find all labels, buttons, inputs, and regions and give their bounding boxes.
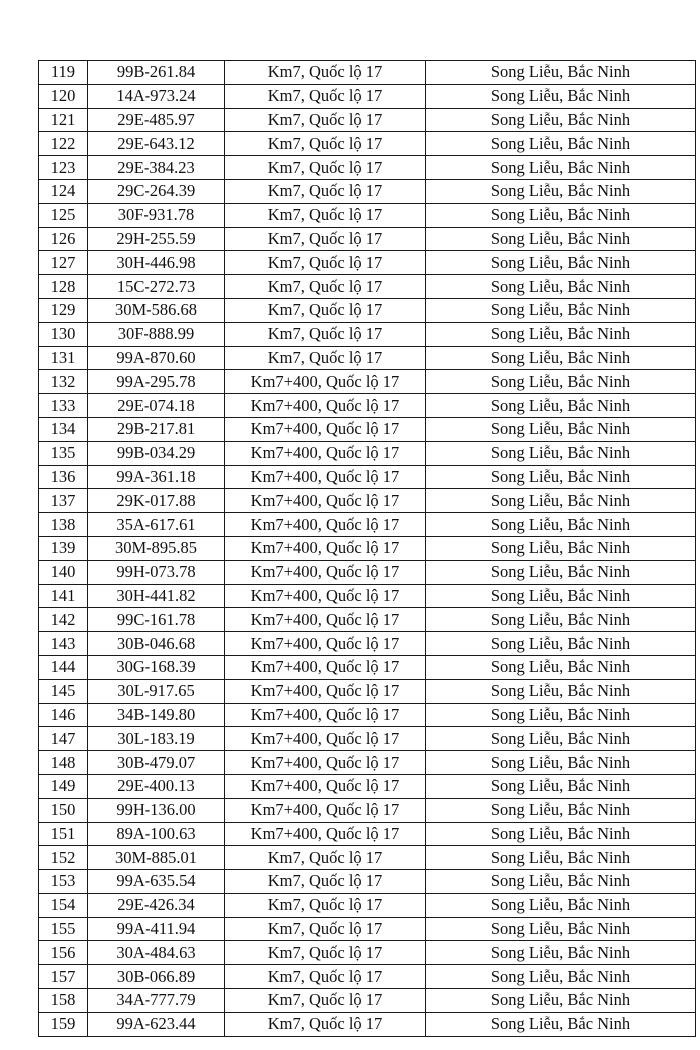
license-plate-cell: 29K-017.88: [88, 489, 225, 513]
license-plate-cell: 30M-895.85: [88, 536, 225, 560]
license-plate-cell: 99B-034.29: [88, 441, 225, 465]
area-cell: Song Liễu, Bắc Ninh: [426, 965, 696, 989]
location-cell: Km7+400, Quốc lộ 17: [225, 727, 426, 751]
area-cell: Song Liễu, Bắc Ninh: [426, 346, 696, 370]
row-number-cell: 155: [39, 917, 88, 941]
row-number-cell: 148: [39, 751, 88, 775]
table-row: [39, 560, 696, 584]
license-plate-cell: 30L-917.65: [88, 679, 225, 703]
area-cell: Song Liễu, Bắc Ninh: [426, 251, 696, 275]
area-cell: Song Liễu, Bắc Ninh: [426, 774, 696, 798]
table-row: [39, 156, 696, 180]
table-row: [39, 346, 696, 370]
location-cell: Km7+400, Quốc lộ 17: [225, 513, 426, 537]
location-cell: Km7, Quốc lộ 17: [225, 893, 426, 917]
license-plate-cell: 15C-272.73: [88, 275, 225, 299]
row-number-cell: 126: [39, 227, 88, 251]
row-number-cell: 141: [39, 584, 88, 608]
row-number-cell: 122: [39, 132, 88, 156]
table-row: [39, 893, 696, 917]
table-row: [39, 227, 696, 251]
table-row: [39, 703, 696, 727]
row-number-cell: 125: [39, 203, 88, 227]
table-row: [39, 298, 696, 322]
table-row: [39, 394, 696, 418]
table-row: [39, 465, 696, 489]
location-cell: Km7+400, Quốc lộ 17: [225, 536, 426, 560]
table-row: [39, 965, 696, 989]
location-cell: Km7, Quốc lộ 17: [225, 870, 426, 894]
row-number-cell: 147: [39, 727, 88, 751]
table-row: [39, 870, 696, 894]
table-row: [39, 655, 696, 679]
license-plate-cell: 30B-046.68: [88, 632, 225, 656]
row-number-cell: 135: [39, 441, 88, 465]
location-cell: Km7+400, Quốc lộ 17: [225, 441, 426, 465]
location-cell: Km7+400, Quốc lộ 17: [225, 822, 426, 846]
location-cell: Km7+400, Quốc lộ 17: [225, 394, 426, 418]
row-number-cell: 145: [39, 679, 88, 703]
license-plate-cell: 30M-586.68: [88, 298, 225, 322]
location-cell: Km7, Quốc lộ 17: [225, 84, 426, 108]
license-plate-cell: 30G-168.39: [88, 655, 225, 679]
table-row: [39, 917, 696, 941]
violations-table: [38, 60, 696, 1037]
area-cell: Song Liễu, Bắc Ninh: [426, 61, 696, 85]
location-cell: Km7, Quốc lộ 17: [225, 132, 426, 156]
area-cell: Song Liễu, Bắc Ninh: [426, 156, 696, 180]
row-number-cell: 129: [39, 298, 88, 322]
license-plate-cell: 99A-635.54: [88, 870, 225, 894]
row-number-cell: 159: [39, 1012, 88, 1036]
area-cell: Song Liễu, Bắc Ninh: [426, 536, 696, 560]
license-plate-cell: 29C-264.39: [88, 179, 225, 203]
table-row: [39, 941, 696, 965]
location-cell: Km7, Quốc lộ 17: [225, 61, 426, 85]
row-number-cell: 131: [39, 346, 88, 370]
location-cell: Km7+400, Quốc lộ 17: [225, 774, 426, 798]
location-cell: Km7, Quốc lộ 17: [225, 346, 426, 370]
row-number-cell: 157: [39, 965, 88, 989]
location-cell: Km7, Quốc lộ 17: [225, 156, 426, 180]
row-number-cell: 137: [39, 489, 88, 513]
license-plate-cell: 99A-361.18: [88, 465, 225, 489]
license-plate-cell: 99A-411.94: [88, 917, 225, 941]
location-cell: Km7+400, Quốc lộ 17: [225, 560, 426, 584]
license-plate-cell: 29E-074.18: [88, 394, 225, 418]
row-number-cell: 150: [39, 798, 88, 822]
area-cell: Song Liễu, Bắc Ninh: [426, 751, 696, 775]
table-row: [39, 1012, 696, 1036]
location-cell: Km7, Quốc lộ 17: [225, 227, 426, 251]
location-cell: Km7+400, Quốc lộ 17: [225, 798, 426, 822]
table-row: [39, 751, 696, 775]
area-cell: Song Liễu, Bắc Ninh: [426, 870, 696, 894]
location-cell: Km7+400, Quốc lộ 17: [225, 703, 426, 727]
location-cell: Km7, Quốc lộ 17: [225, 941, 426, 965]
row-number-cell: 127: [39, 251, 88, 275]
area-cell: Song Liễu, Bắc Ninh: [426, 655, 696, 679]
area-cell: Song Liễu, Bắc Ninh: [426, 179, 696, 203]
row-number-cell: 146: [39, 703, 88, 727]
license-plate-cell: 29E-643.12: [88, 132, 225, 156]
area-cell: Song Liễu, Bắc Ninh: [426, 132, 696, 156]
table-row: [39, 441, 696, 465]
table-row: [39, 322, 696, 346]
row-number-cell: 134: [39, 417, 88, 441]
area-cell: Song Liễu, Bắc Ninh: [426, 679, 696, 703]
table-row: [39, 536, 696, 560]
location-cell: Km7, Quốc lộ 17: [225, 179, 426, 203]
table-row: [39, 513, 696, 537]
location-cell: Km7+400, Quốc lộ 17: [225, 489, 426, 513]
row-number-cell: 154: [39, 893, 88, 917]
location-cell: Km7+400, Quốc lộ 17: [225, 632, 426, 656]
row-number-cell: 123: [39, 156, 88, 180]
area-cell: Song Liễu, Bắc Ninh: [426, 703, 696, 727]
area-cell: Song Liễu, Bắc Ninh: [426, 489, 696, 513]
license-plate-cell: 30H-441.82: [88, 584, 225, 608]
location-cell: Km7+400, Quốc lộ 17: [225, 370, 426, 394]
license-plate-cell: 29E-400.13: [88, 774, 225, 798]
license-plate-cell: 99A-295.78: [88, 370, 225, 394]
area-cell: Song Liễu, Bắc Ninh: [426, 560, 696, 584]
area-cell: Song Liễu, Bắc Ninh: [426, 846, 696, 870]
location-cell: Km7, Quốc lộ 17: [225, 251, 426, 275]
license-plate-cell: 29E-485.97: [88, 108, 225, 132]
area-cell: Song Liễu, Bắc Ninh: [426, 989, 696, 1013]
area-cell: Song Liễu, Bắc Ninh: [426, 632, 696, 656]
table-row: [39, 275, 696, 299]
location-cell: Km7, Quốc lộ 17: [225, 298, 426, 322]
license-plate-cell: 99H-073.78: [88, 560, 225, 584]
row-number-cell: 149: [39, 774, 88, 798]
location-cell: Km7+400, Quốc lộ 17: [225, 584, 426, 608]
license-plate-cell: 99H-136.00: [88, 798, 225, 822]
license-plate-cell: 30H-446.98: [88, 251, 225, 275]
license-plate-cell: 89A-100.63: [88, 822, 225, 846]
area-cell: Song Liễu, Bắc Ninh: [426, 203, 696, 227]
license-plate-cell: 14A-973.24: [88, 84, 225, 108]
row-number-cell: 142: [39, 608, 88, 632]
area-cell: Song Liễu, Bắc Ninh: [426, 941, 696, 965]
license-plate-cell: 30F-931.78: [88, 203, 225, 227]
row-number-cell: 153: [39, 870, 88, 894]
table-row: [39, 84, 696, 108]
license-plate-cell: 30A-484.63: [88, 941, 225, 965]
area-cell: Song Liễu, Bắc Ninh: [426, 275, 696, 299]
row-number-cell: 152: [39, 846, 88, 870]
table-row: [39, 251, 696, 275]
location-cell: Km7, Quốc lộ 17: [225, 846, 426, 870]
table-row: [39, 179, 696, 203]
row-number-cell: 156: [39, 941, 88, 965]
area-cell: Song Liễu, Bắc Ninh: [426, 893, 696, 917]
row-number-cell: 120: [39, 84, 88, 108]
row-number-cell: 138: [39, 513, 88, 537]
license-plate-cell: 29E-426.34: [88, 893, 225, 917]
license-plate-cell: 99A-623.44: [88, 1012, 225, 1036]
row-number-cell: 144: [39, 655, 88, 679]
license-plate-cell: 30B-479.07: [88, 751, 225, 775]
row-number-cell: 151: [39, 822, 88, 846]
table-row: [39, 584, 696, 608]
location-cell: Km7+400, Quốc lộ 17: [225, 655, 426, 679]
row-number-cell: 128: [39, 275, 88, 299]
location-cell: Km7, Quốc lộ 17: [225, 322, 426, 346]
table-row: [39, 203, 696, 227]
document-page: [38, 60, 695, 1037]
area-cell: Song Liễu, Bắc Ninh: [426, 822, 696, 846]
area-cell: Song Liễu, Bắc Ninh: [426, 417, 696, 441]
license-plate-cell: 30L-183.19: [88, 727, 225, 751]
table-row: [39, 798, 696, 822]
location-cell: Km7+400, Quốc lộ 17: [225, 751, 426, 775]
table-row: [39, 822, 696, 846]
location-cell: Km7, Quốc lộ 17: [225, 917, 426, 941]
license-plate-cell: 99B-261.84: [88, 61, 225, 85]
area-cell: Song Liễu, Bắc Ninh: [426, 1012, 696, 1036]
row-number-cell: 130: [39, 322, 88, 346]
license-plate-cell: 30M-885.01: [88, 846, 225, 870]
license-plate-cell: 29B-217.81: [88, 417, 225, 441]
area-cell: Song Liễu, Bắc Ninh: [426, 322, 696, 346]
table-row: [39, 608, 696, 632]
area-cell: Song Liễu, Bắc Ninh: [426, 798, 696, 822]
location-cell: Km7, Quốc lộ 17: [225, 989, 426, 1013]
area-cell: Song Liễu, Bắc Ninh: [426, 394, 696, 418]
location-cell: Km7+400, Quốc lộ 17: [225, 465, 426, 489]
table-row: [39, 774, 696, 798]
license-plate-cell: 29E-384.23: [88, 156, 225, 180]
row-number-cell: 158: [39, 989, 88, 1013]
area-cell: Song Liễu, Bắc Ninh: [426, 513, 696, 537]
area-cell: Song Liễu, Bắc Ninh: [426, 727, 696, 751]
area-cell: Song Liễu, Bắc Ninh: [426, 584, 696, 608]
table-body: [39, 61, 696, 1037]
row-number-cell: 132: [39, 370, 88, 394]
row-number-cell: 136: [39, 465, 88, 489]
location-cell: Km7, Quốc lộ 17: [225, 275, 426, 299]
license-plate-cell: 99C-161.78: [88, 608, 225, 632]
area-cell: Song Liễu, Bắc Ninh: [426, 84, 696, 108]
table-row: [39, 846, 696, 870]
license-plate-cell: 34B-149.80: [88, 703, 225, 727]
location-cell: Km7, Quốc lộ 17: [225, 203, 426, 227]
license-plate-cell: 30B-066.89: [88, 965, 225, 989]
license-plate-cell: 29H-255.59: [88, 227, 225, 251]
row-number-cell: 133: [39, 394, 88, 418]
table-row: [39, 989, 696, 1013]
table-row: [39, 132, 696, 156]
table-row: [39, 489, 696, 513]
row-number-cell: 140: [39, 560, 88, 584]
row-number-cell: 143: [39, 632, 88, 656]
license-plate-cell: 99A-870.60: [88, 346, 225, 370]
area-cell: Song Liễu, Bắc Ninh: [426, 227, 696, 251]
location-cell: Km7+400, Quốc lộ 17: [225, 417, 426, 441]
table-row: [39, 108, 696, 132]
row-number-cell: 121: [39, 108, 88, 132]
area-cell: Song Liễu, Bắc Ninh: [426, 298, 696, 322]
area-cell: Song Liễu, Bắc Ninh: [426, 917, 696, 941]
location-cell: Km7, Quốc lộ 17: [225, 108, 426, 132]
table-row: [39, 727, 696, 751]
location-cell: Km7+400, Quốc lộ 17: [225, 679, 426, 703]
area-cell: Song Liễu, Bắc Ninh: [426, 608, 696, 632]
area-cell: Song Liễu, Bắc Ninh: [426, 465, 696, 489]
row-number-cell: 139: [39, 536, 88, 560]
location-cell: Km7, Quốc lộ 17: [225, 965, 426, 989]
license-plate-cell: 35A-617.61: [88, 513, 225, 537]
table-row: [39, 61, 696, 85]
table-row: [39, 632, 696, 656]
table-row: [39, 370, 696, 394]
table-row: [39, 417, 696, 441]
table-row: [39, 679, 696, 703]
area-cell: Song Liễu, Bắc Ninh: [426, 441, 696, 465]
area-cell: Song Liễu, Bắc Ninh: [426, 108, 696, 132]
location-cell: Km7+400, Quốc lộ 17: [225, 608, 426, 632]
row-number-cell: 124: [39, 179, 88, 203]
area-cell: Song Liễu, Bắc Ninh: [426, 370, 696, 394]
row-number-cell: 119: [39, 61, 88, 85]
license-plate-cell: 30F-888.99: [88, 322, 225, 346]
location-cell: Km7, Quốc lộ 17: [225, 1012, 426, 1036]
license-plate-cell: 34A-777.79: [88, 989, 225, 1013]
